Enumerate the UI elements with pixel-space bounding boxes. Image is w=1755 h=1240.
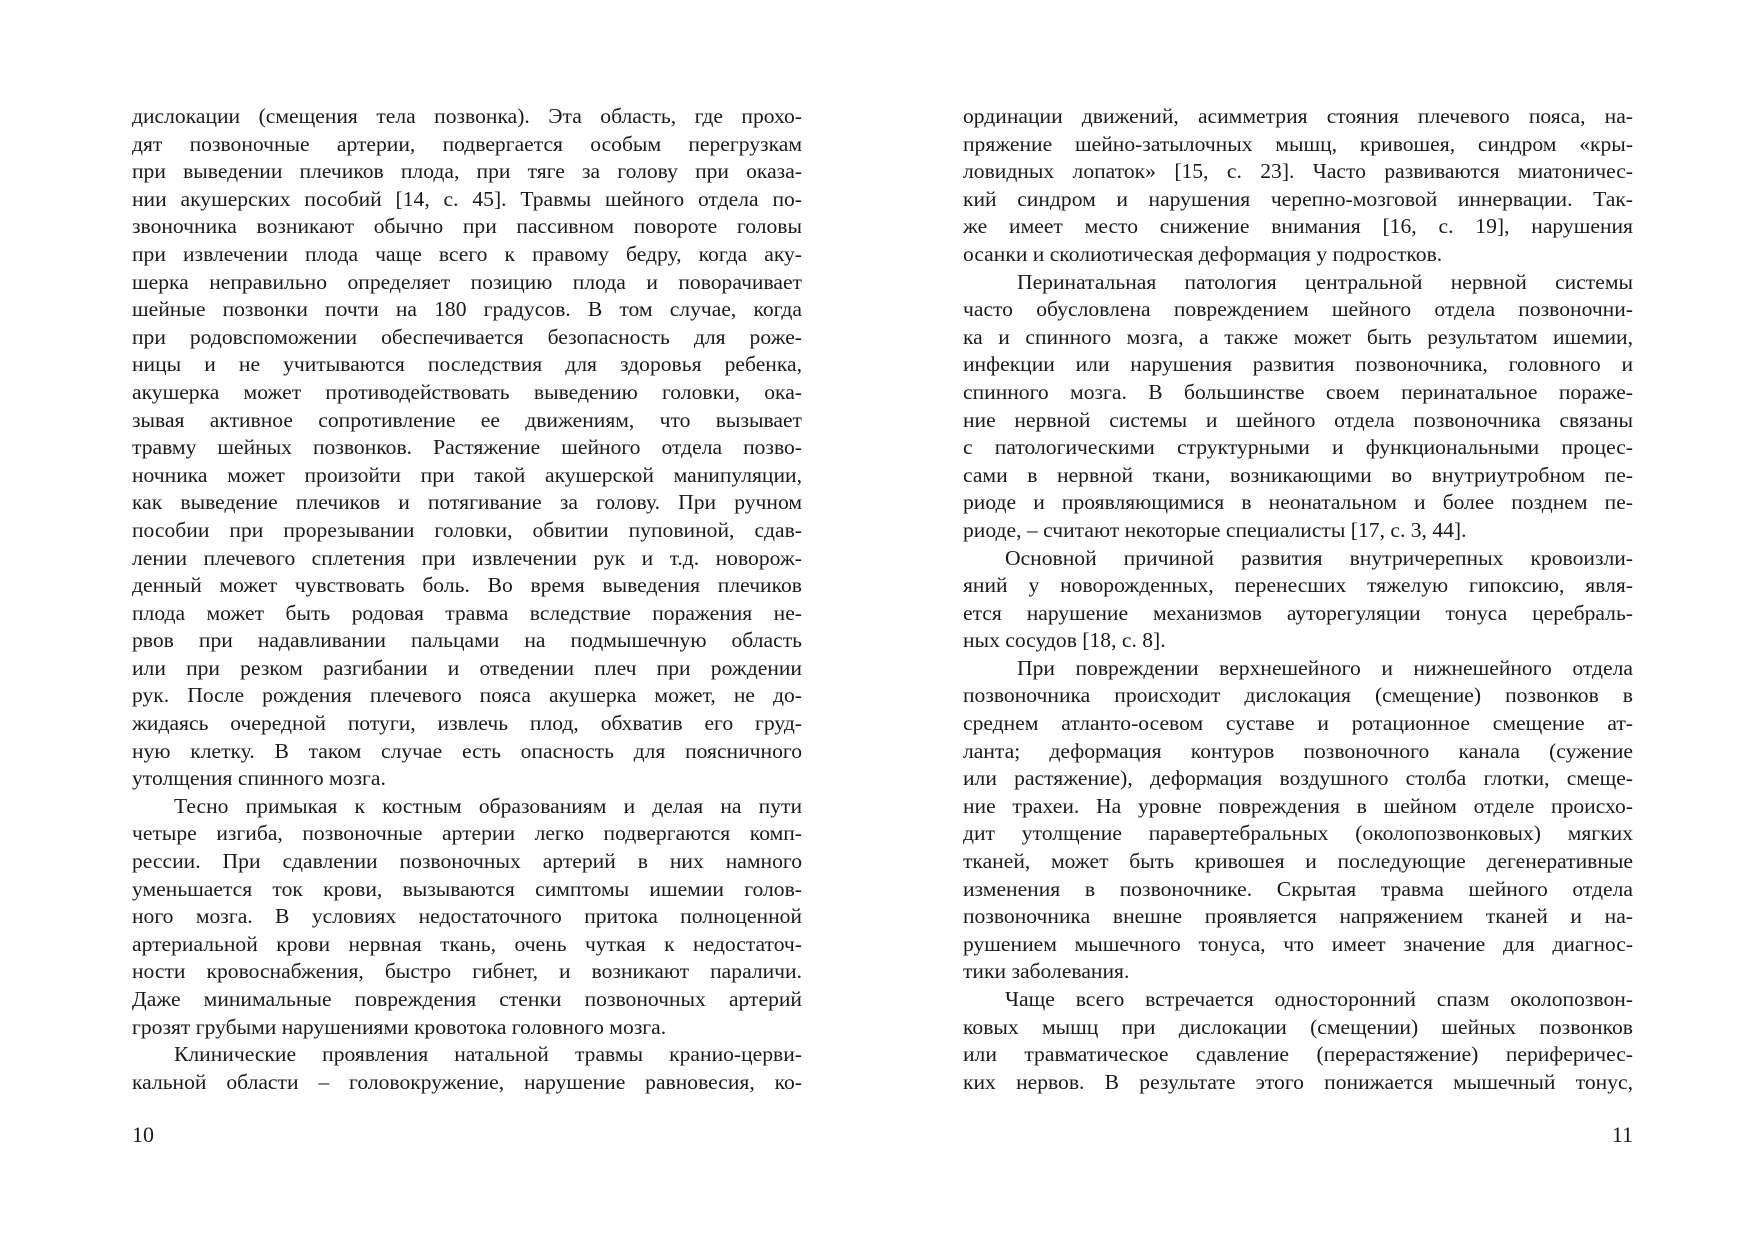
page-number: 10 bbox=[132, 1122, 154, 1147]
text-line: грозят грубыми нарушениями кровотока головного мозга. bbox=[132, 1014, 667, 1039]
text-line: же имеет место снижение внимания [16, с. 19], нарушения bbox=[963, 214, 1633, 239]
text-line: ланта; деформация контуров позвоночного канала (сужение bbox=[963, 738, 1633, 763]
text-line: при извлечении плода чаще всего к правому бедру, когда аку- bbox=[132, 241, 802, 266]
text-line: акушерка может противодействовать выведению головки, ока- bbox=[132, 379, 802, 404]
text-line: утолщения спинного мозга. bbox=[132, 766, 386, 791]
text-line: денный может чувствовать боль. Во время выведения плечиков bbox=[132, 573, 802, 598]
text-line: позвоночника внешне проявляется напряжением тканей и на- bbox=[963, 904, 1633, 929]
text-line: ности кровоснабжения, быстро гибнет, и возникают параличи. bbox=[132, 959, 802, 984]
text-line: Тесно примыкая к костным образованиям и делая на пути bbox=[174, 793, 802, 818]
text-line: инфекции или нарушения развития позвоночника, головного и bbox=[963, 352, 1633, 377]
text-line: При повреждении верхнешейного и нижнешейного отдела bbox=[1017, 655, 1633, 680]
text-line: Чаще всего встречается односторонний спазм околопозвон- bbox=[1005, 987, 1633, 1011]
text-line: шерка неправильно определяет позицию плода и поворачивает bbox=[132, 269, 802, 294]
text-line: ние нервной системы и шейного отдела позвоночника связаны bbox=[963, 407, 1633, 432]
text-line: шейные позвонки почти на 180 градусов. В том случае, когда bbox=[132, 297, 802, 322]
text-line: ловидных лопаток» [15, с. 23]. Часто развиваются миатоничес- bbox=[963, 159, 1633, 184]
text-line: нии акушерских пособий [14, с. 45]. Травмы шейного отдела по- bbox=[132, 186, 802, 211]
text-line: дит утолщение паравертебральных (околопозвонковых) мягких bbox=[963, 821, 1633, 846]
text-line: среднем атланто-осевом суставе и ротационное смещение ат- bbox=[963, 711, 1633, 736]
text-line: или при резком разгибании и отведении плеч при рождении bbox=[132, 655, 802, 680]
text-line: четыре изгиба, позвоночные артерии легко подвергаются комп- bbox=[132, 821, 802, 846]
text-line: Перинатальная патология центральной нервной системы bbox=[1017, 269, 1633, 294]
text-line: звоночника возникают обычно при пассивном повороте головы bbox=[132, 214, 802, 239]
text-line: пособии при прорезывании головки, обвитии пуповиной, сдав- bbox=[132, 517, 802, 542]
text-line: рвов при надавливании пальцами на подмышечную область bbox=[132, 628, 802, 653]
text-line: риоде и проявляющимися в неонатальном и более позднем пе- bbox=[963, 490, 1633, 515]
text-line: рушением мышечного тонуса, что имеет значение для диагнос- bbox=[963, 931, 1633, 956]
text-line: дят позвоночные артерии, подвергается особым перегрузкам bbox=[132, 131, 802, 156]
text-line: ных сосудов [18, с. 8]. bbox=[963, 628, 1166, 653]
text-line: ние трахеи. На уровне повреждения в шейном отделе происхо- bbox=[963, 793, 1633, 818]
text-line: яний у новорожденных, перенесших тяжелую гипоксию, явля- bbox=[963, 573, 1633, 598]
text-line: или растяжение), деформация воздушного столба глотки, смеще- bbox=[963, 766, 1633, 791]
text-line: часто обусловлена повреждением шейного отдела позвоночни- bbox=[963, 297, 1633, 322]
text-line: ка и спинного мозга, а также может быть результатом ишемии, bbox=[963, 324, 1633, 349]
text-line: ную клетку. В таком случае есть опасность для поясничного bbox=[132, 738, 802, 763]
text-line: рук. После рождения плечевого пояса акушерка может, не до- bbox=[132, 683, 802, 708]
right-page-text bbox=[963, 103, 1633, 1096]
text-line: ного мозга. В условиях недостаточного притока полноценной bbox=[132, 904, 802, 929]
text-line: зывая активное сопротивление ее движениям, что вызывает bbox=[132, 407, 802, 432]
text-line: рессии. При сдавлении позвоночных артерий в них намного bbox=[132, 849, 802, 874]
text-line: кальной области – головокружение, нарушение равновесия, ко- bbox=[132, 1069, 802, 1094]
text-line: лении плечевого сплетения при извлечении рук и т.д. новорож- bbox=[132, 545, 802, 570]
text-line: или травматическое сдавление (перерастяжение) периферичес- bbox=[963, 1042, 1633, 1067]
text-line: риоде, – считают некоторые специалисты [17, с. 3, 44]. bbox=[963, 517, 1467, 542]
text-line: артериальной крови нервная ткань, очень чуткая к недостаточ- bbox=[132, 931, 802, 956]
text-line: тики заболевания. bbox=[963, 959, 1130, 984]
text-line: ординации движений, асимметрия стояния плечевого пояса, на- bbox=[963, 104, 1633, 128]
text-line: спинного мозга. В большинстве своем перинатальное пораже- bbox=[963, 379, 1633, 404]
text-line: сами в нервной ткани, возникающими во внутриутробном пе- bbox=[963, 462, 1633, 487]
text-line: плода может быть родовая травма вследствие поражения не- bbox=[132, 600, 802, 625]
right-page bbox=[877, 0, 1755, 1240]
text-line: осанки и сколиотическая деформация у подростков. bbox=[963, 241, 1443, 266]
text-line: тканей, может быть кривошея и последующие дегенеративные bbox=[963, 849, 1633, 874]
left-page bbox=[0, 0, 877, 1240]
text-line: при родовспоможении обеспечивается безопасность для роже- bbox=[132, 324, 802, 349]
left-page-text bbox=[132, 103, 802, 1096]
text-line: ночника может произойти при такой акушерской манипуляции, bbox=[132, 462, 802, 487]
text-line: позвоночника происходит дислокация (смещение) позвонков в bbox=[963, 683, 1633, 708]
text-line: с патологическими структурными и функциональными процес- bbox=[963, 435, 1633, 460]
text-line: кий синдром и нарушения черепно-мозговой иннервации. Так- bbox=[963, 186, 1633, 211]
text-line: Клинические проявления натальной травмы кранио-церви- bbox=[174, 1042, 802, 1067]
text-line: уменьшается ток крови, вызываются симптомы ишемии голов- bbox=[132, 876, 802, 901]
text-line: Даже минимальные повреждения стенки позвоночных артерий bbox=[132, 987, 802, 1011]
text-line: Основной причиной развития внутричерепных кровоизли- bbox=[1005, 545, 1633, 570]
text-line: жидаясь очередной потуги, извлечь плод, обхватив его груд- bbox=[132, 711, 802, 736]
text-line: пряжение шейно-затылочных мышц, кривошея, синдром «кры- bbox=[963, 131, 1633, 156]
text-line: ких нервов. В результате этого понижается мышечный тонус, bbox=[963, 1069, 1633, 1094]
text-line: ется нарушение механизмов ауторегуляции тонуса церебраль- bbox=[963, 600, 1633, 625]
text-line: изменения в позвоночнике. Скрытая травма шейного отдела bbox=[963, 876, 1633, 901]
text-line: дислокации (смещения тела позвонка). Эта область, где прохо- bbox=[132, 104, 802, 128]
text-line: как выведение плечиков и потягивание за голову. При ручном bbox=[132, 490, 802, 515]
text-line: ковых мышц при дислокации (смещении) шейных позвонков bbox=[963, 1014, 1633, 1039]
text-line: ницы и не учитываются последствия для здоровья ребенка, bbox=[132, 352, 802, 377]
page-number: 11 bbox=[1611, 1122, 1633, 1147]
text-line: травму шейных позвонков. Растяжение шейного отдела позво- bbox=[132, 435, 802, 460]
text-line: при выведении плечиков плода, при тяге за голову при оказа- bbox=[132, 159, 802, 184]
